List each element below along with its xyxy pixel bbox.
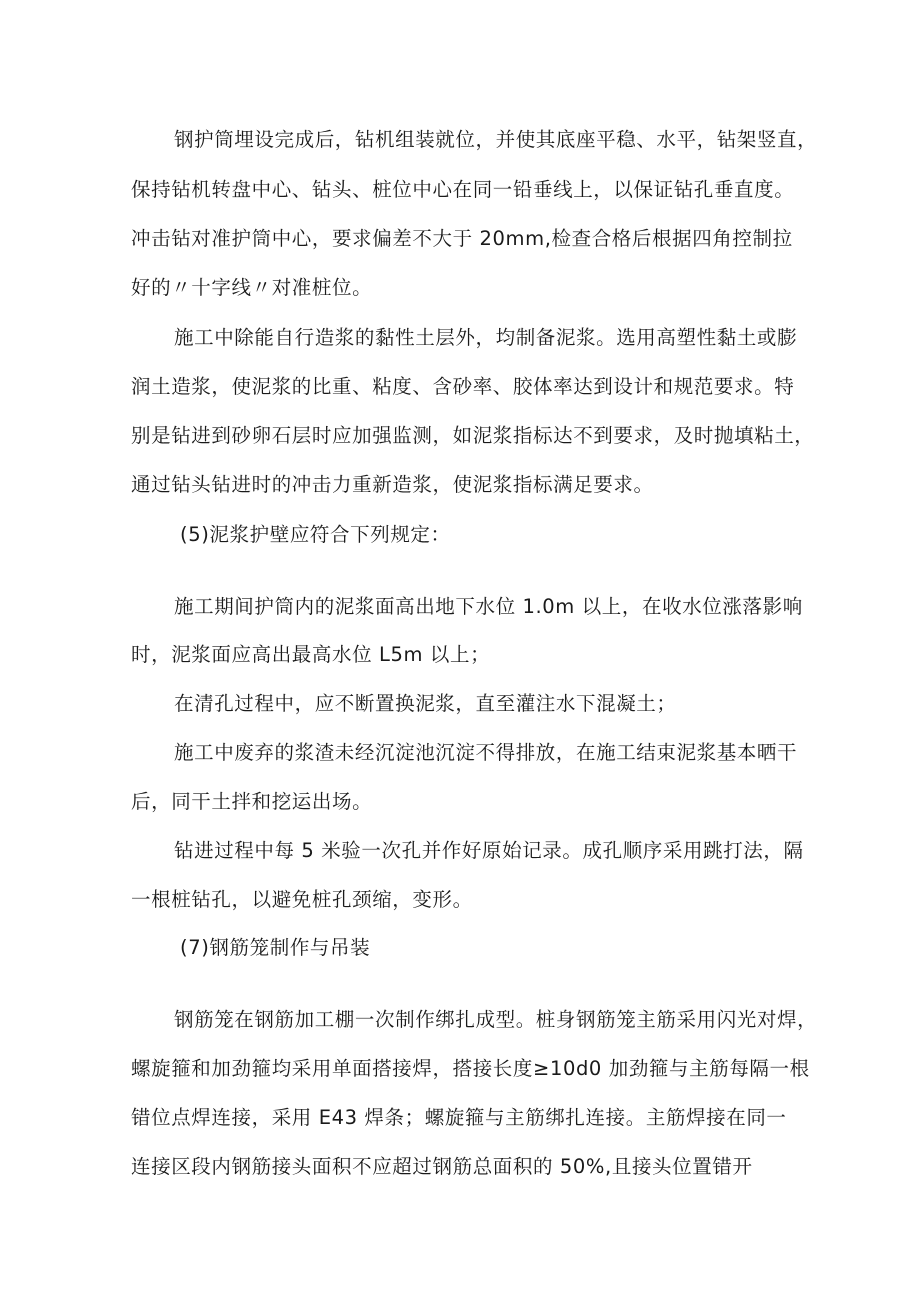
paragraph-3-line-2: 时，泥浆面应高出最高水位 L5m 以上； bbox=[131, 643, 491, 666]
paragraph-6-line-1: 钻进过程中每 5 米验一次孔并作好原始记录。成孔顺序采用跳打法，隔 bbox=[174, 839, 804, 862]
paragraph-7-line-1: 钢筋笼在钢筋加工棚一次制作绑扎成型。桩身钢筋笼主筋采用闪光对焊， bbox=[174, 1008, 818, 1031]
section-heading-5: (5)泥浆护壁应符合下列规定： bbox=[180, 523, 451, 546]
paragraph-1-line-1: 钢护筒埋设完成后，钻机组装就位，并使其底座平稳、水平，钻架竖直， bbox=[174, 128, 818, 151]
paragraph-1-line-2: 保持钻机转盘中心、钻头、桩位中心在同一铅垂线上，以保证钻孔垂直度。 bbox=[131, 178, 795, 201]
paragraph-7-line-4: 连接区段内钢筋接头面积不应超过钢筋总面积的 50%,且接头位置错开 bbox=[131, 1155, 753, 1178]
paragraph-6-line-2: 一根桩钻孔，以避免桩孔颈缩，变形。 bbox=[131, 888, 473, 911]
paragraph-7-line-3: 错位点焊连接，采用 E43 焊条；螺旋箍与主筋绑扎连接。主筋焊接在同一 bbox=[131, 1106, 787, 1129]
paragraph-4-line-1: 在清孔过程中，应不断置换泥浆，直至灌注水下混凝土； bbox=[174, 692, 677, 715]
paragraph-1-line-4: 好的〃十字线〃对准桩位。 bbox=[131, 276, 373, 299]
paragraph-5-line-1: 施工中废弃的浆渣未经沉淀池沉淀不得排放，在施工结束泥浆基本晒干 bbox=[174, 741, 798, 764]
paragraph-2-line-3: 别是钻进到砂卵石层时应加强监测，如泥浆指标达不到要求，及时抛填粘土， bbox=[131, 424, 815, 447]
paragraph-7-line-2: 螺旋箍和加劲箍均采用单面搭接焊，搭接长度≥10d0 加劲箍与主筋每隔一根 bbox=[131, 1057, 810, 1080]
paragraph-1-line-3: 冲击钻对准护筒中心，要求偏差不大于 20mm,检查合格后根据四角控制拉 bbox=[131, 227, 793, 250]
paragraph-2-line-2: 润土造浆，使泥浆的比重、粘度、含砂率、胶体率达到设计和规范要求。特 bbox=[131, 375, 795, 398]
section-heading-7: (7)钢筋笼制作与吊装 bbox=[180, 936, 371, 959]
paragraph-2-line-4: 通过钻头钻进时的冲击力重新造浆，使泥浆指标满足要求。 bbox=[131, 473, 654, 496]
paragraph-5-line-2: 后，同干土拌和挖运出场。 bbox=[131, 790, 373, 813]
paragraph-2-line-1: 施工中除能自行造浆的黏性土层外，均制备泥浆。选用高塑性黏土或膨 bbox=[174, 326, 798, 349]
paragraph-3-line-1: 施工期间护筒内的泥浆面高出地下水位 1.0m 以上，在收水位涨落影响 bbox=[174, 595, 803, 618]
